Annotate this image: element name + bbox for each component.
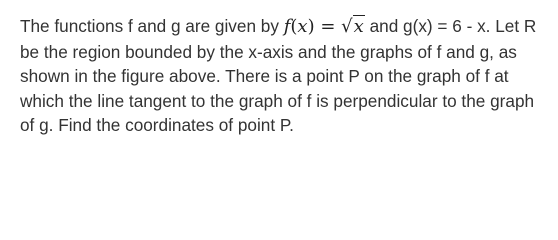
question-body: and g(x) = 6 - x. Let R be the region bounded by the x-axis and the graphs of f and g, as shown in the figure above. There is a point P on the graph of f at which the line tangent to the graph of f is perpendicular to the graph of g. Find the coordinates of point P. <box>20 16 537 135</box>
f-radicand: x <box>353 16 364 37</box>
sqrt-icon: √ <box>341 16 353 37</box>
f-symbol: f <box>283 16 291 37</box>
question-lead: The functions f and g are given by <box>20 16 279 36</box>
question-text <box>20 14 548 138</box>
f-definition-math: f(x) = √x <box>283 16 364 37</box>
f-argument: x <box>297 16 308 37</box>
